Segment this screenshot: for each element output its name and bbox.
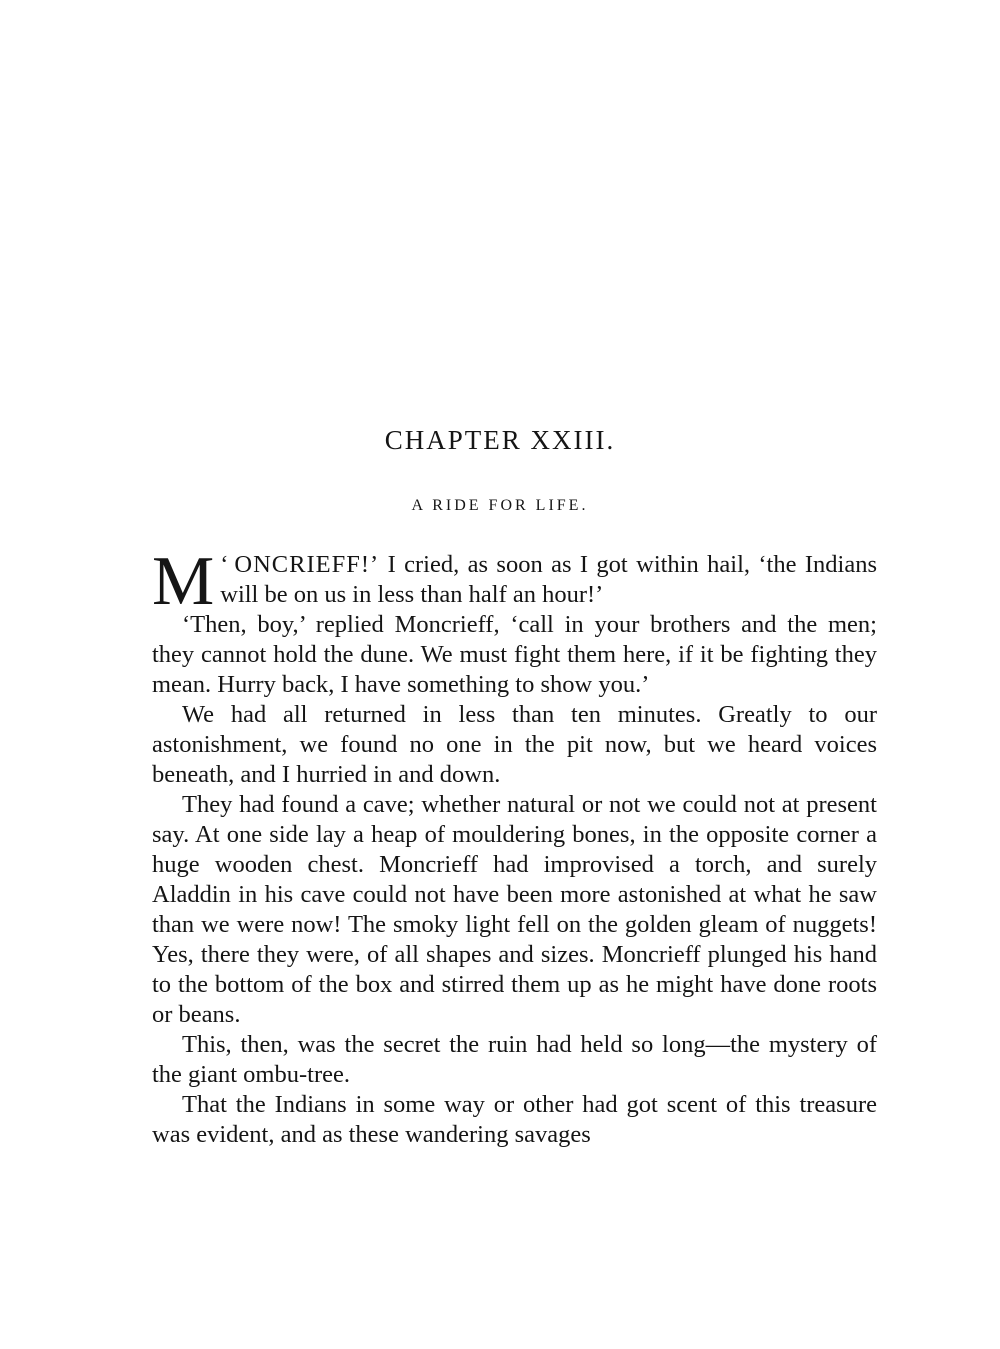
paragraph: This, then, was the secret the ruin had held so long—the mystery of the giant ombu-tree.: [152, 1031, 877, 1088]
opening-quote-mark: ‘: [220, 551, 229, 578]
opening-paragraph-text: I cried, as soon as I got within hail, ‘the Indians will be on us in less than half an hour!’: [220, 551, 877, 608]
drop-cap: M: [152, 543, 215, 620]
paragraph: They had found a cave; whether natural or not we could not at present say. At one side lay a heap of mouldering bones, in the opposite corner a huge wooden chest. Moncrieff had improvised a torch, and surely Aladdin in his cave could not have been more astonished at what he saw than we were now! The smoky light fell on the golden gleam of nuggets! Yes, there they were, of all shapes and sizes. Moncrieff plunged his hand to the bottom of the box and stirred them up as he might have done roots or beans.: [152, 791, 877, 1028]
paragraph: We had all returned in less than ten minutes. Greatly to our astonishment, we found no one in the pit now, but we heard voices beneath, and I hurried in and down.: [152, 701, 877, 788]
chapter-body: [152, 543, 877, 1150]
drop-cap-continuation: ONCRIEFF!’: [234, 551, 380, 578]
opening-paragraph: [152, 543, 877, 620]
paragraph: ‘Then, boy,’ replied Moncrieff, ‘call in your brothers and the men; they cannot hold the dune. We must fight them here, if it be fighting they mean. Hurry back, I have something to show you.’: [152, 611, 877, 698]
paragraph: That the Indians in some way or other had got scent of this treasure was evident, and as these wandering savages: [152, 1091, 877, 1148]
chapter-subtitle: A RIDE FOR LIFE.: [411, 497, 589, 514]
chapter-title: CHAPTER XXIII.: [384, 425, 616, 455]
